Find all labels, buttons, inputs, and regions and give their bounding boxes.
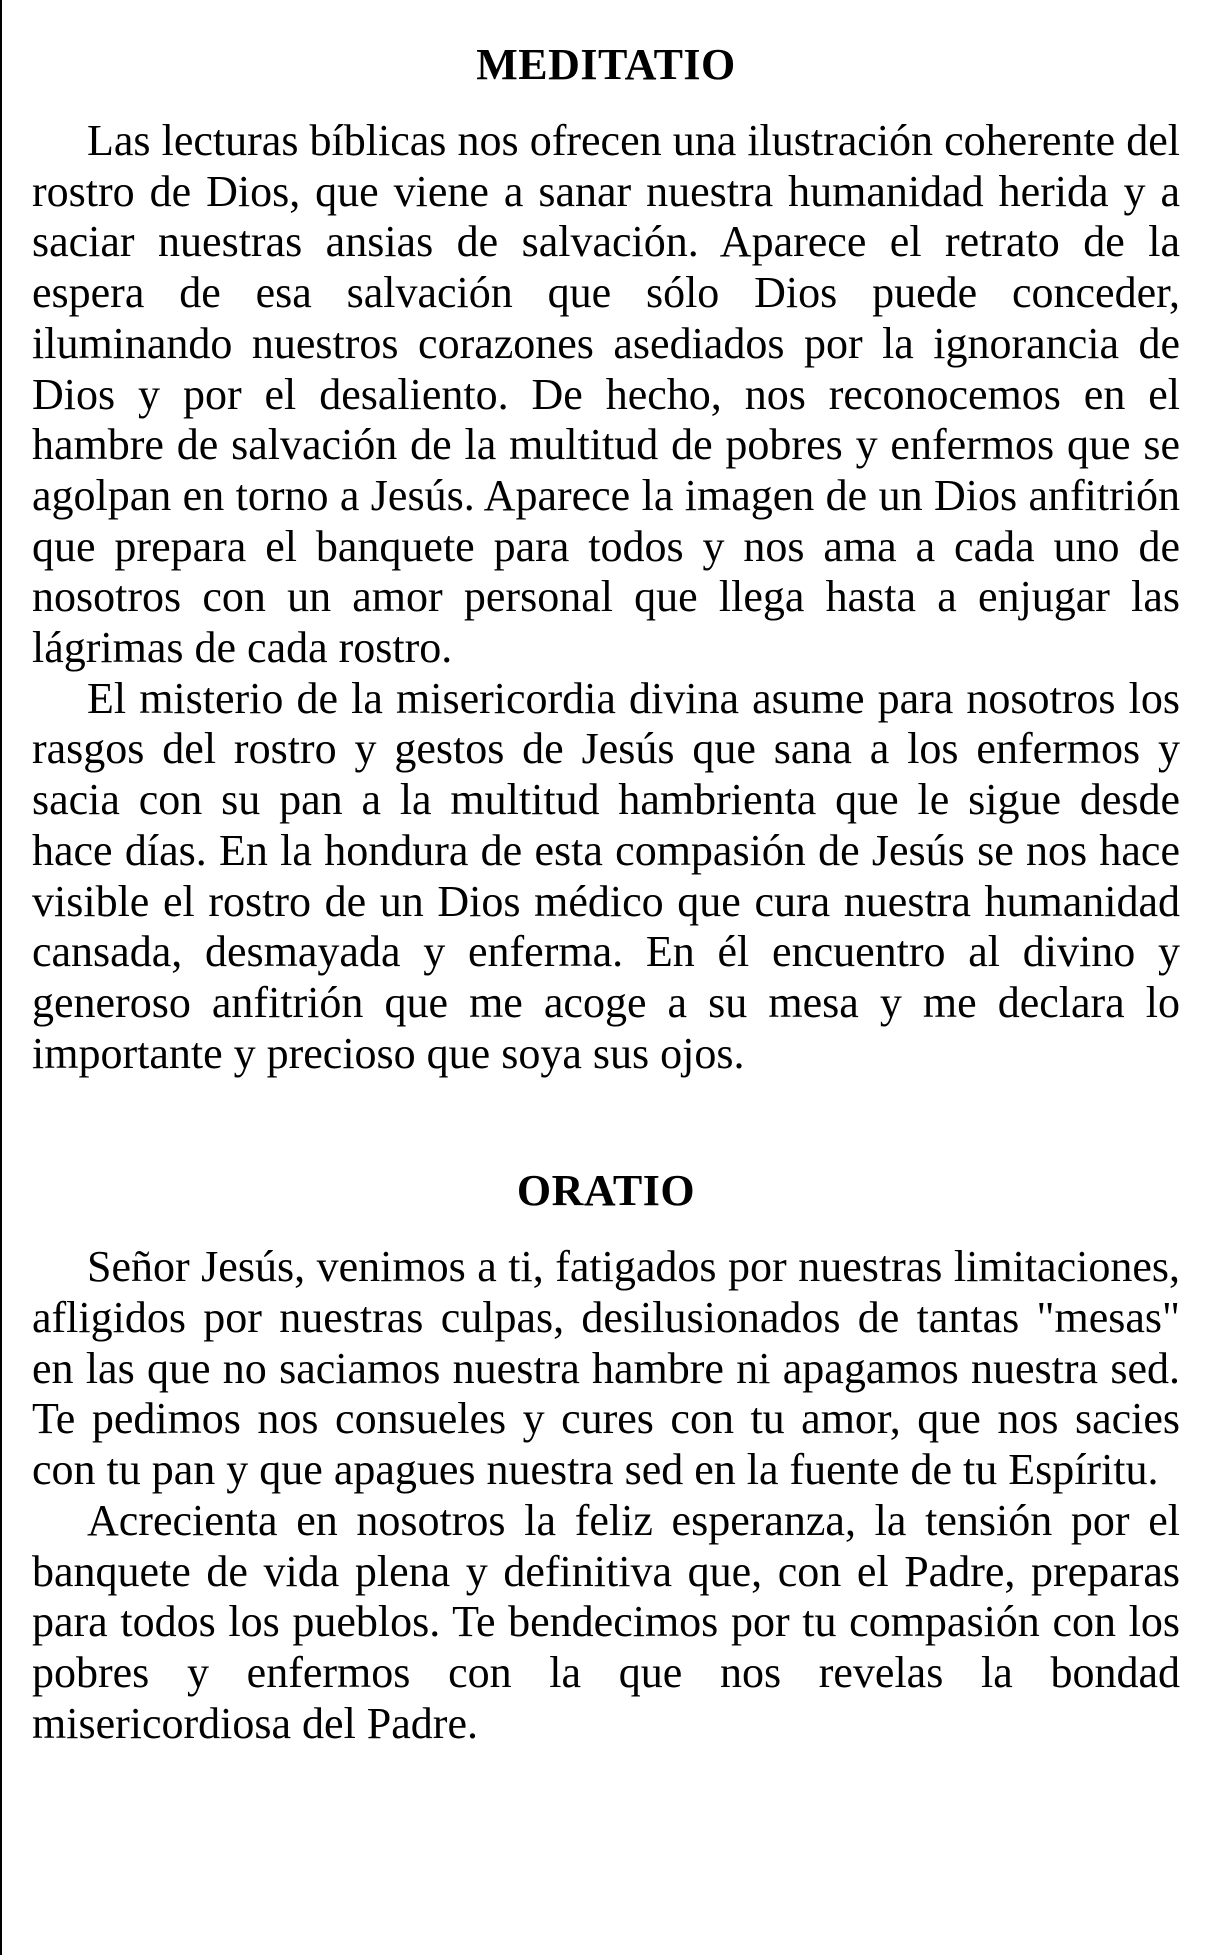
- meditatio-heading: MEDITATIO: [476, 40, 736, 89]
- oratio-body: [32, 1242, 1180, 1749]
- meditatio-paragraph-2: El misterio de la misericordia divina asume para nosotros los rasgos del rostro y gestos de Jesús que sana a los enfermos y sacia con su pan a la multitud hambrienta que le sigue desde hace días. En la hondura de esta compasión de Jesús se nos hace visible el rostro de un Dios médico que cura nuestra humanidad cansada, desmayada y enferma. En él encuentro al divino y generoso anfitrión que me acoge a su mesa y me declara lo importante y precioso que soya sus ojos.: [32, 673, 1180, 1078]
- meditatio-body: [32, 116, 1180, 1079]
- meditatio-paragraph-1: Las lecturas bíblicas nos ofrecen una ilustración coherente del rostro de Dios, que viene a sanar nuestra humanidad herida y a saciar nuestras ansias de salvación. Aparece el retrato de la espera de esa salvación que sólo Dios puede conceder, iluminando nuestros corazones asediados por la ignorancia de Dios y por el desaliento. De hecho, nos reconocemos en el hambre de salvación de la multitud de pobres y enfermos que se agolpan en torno a Jesús. Aparece la imagen de un Dios anfitrión que prepara el banquete para todos y nos ama a cada uno de nosotros con un amor personal que llega hasta a enjugar las lágrimas de cada rostro.: [32, 116, 1180, 673]
- oratio-paragraph-1: Señor Jesús, venimos a ti, fatigados por nuestras limitaciones, afligidos por nuestras culpas, desilusionados de tantas "mesas" en las que no saciamos nuestra hambre ni apagamos nuestra sed. Te pedimos nos consueles y cures con tu amor, que nos sacies con tu pan y que apagues nuestra sed en la fuente de tu Espíritu.: [32, 1242, 1180, 1495]
- oratio-paragraph-2: Acrecienta en nosotros la feliz esperanza, la tensión por el banquete de vida plena y definitiva que, con el Padre, preparas para todos los pueblos. Te bendecimos por tu compasión con los pobres y enfermos con la que nos revelas la bondad misericordiosa del Padre.: [32, 1495, 1180, 1748]
- oratio-heading: ORATIO: [516, 1166, 696, 1216]
